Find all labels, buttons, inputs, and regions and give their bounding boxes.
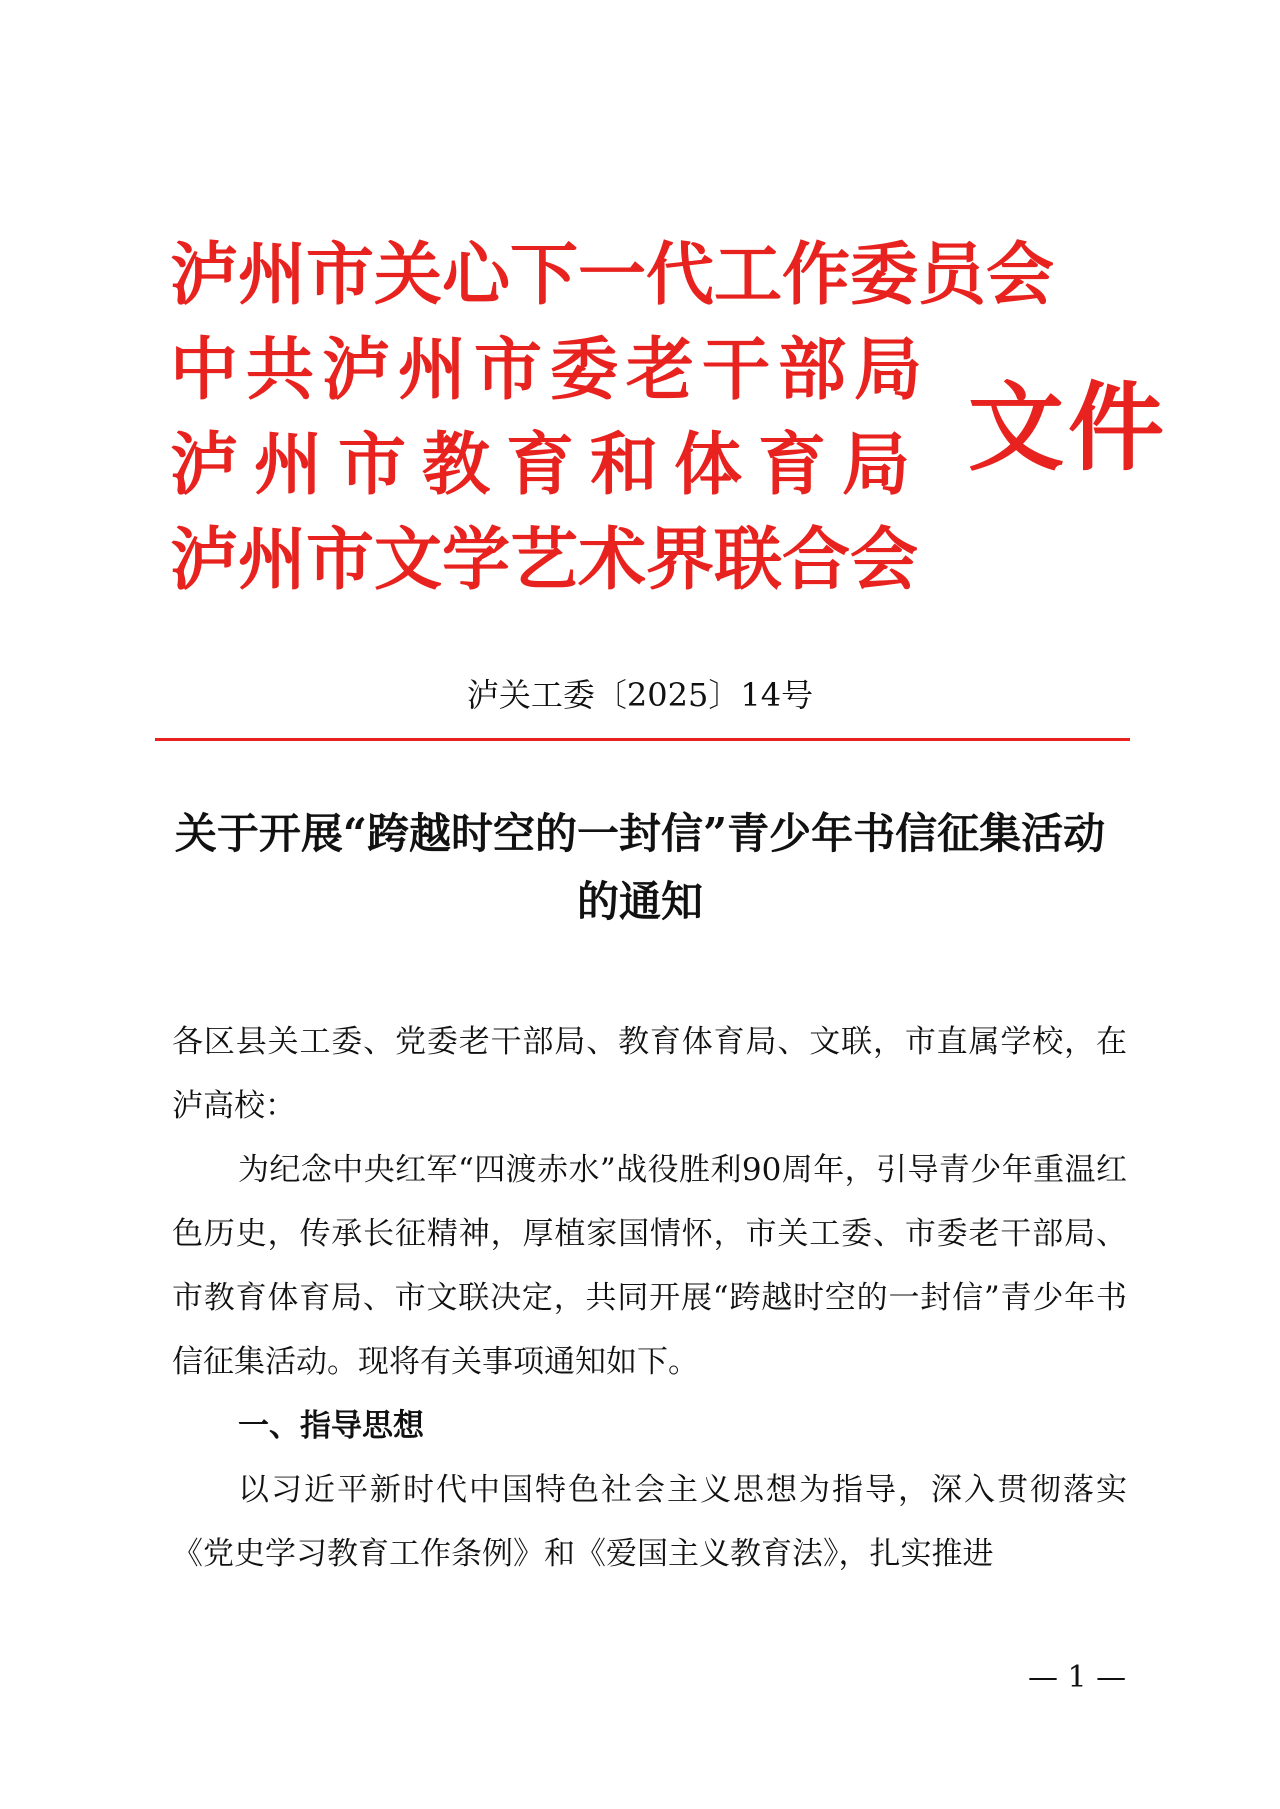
- org-name-2: 中共泸州市委老干部局: [170, 330, 931, 410]
- document-number: 泸关工委〔2025〕14号: [466, 676, 814, 714]
- section-heading: 一、指导思想: [238, 1408, 424, 1444]
- red-divider-line: [155, 738, 1130, 741]
- intro-paragraph: 为纪念中央红军“四渡赤水”战役胜利90周年，引导青少年重温红色历史，传承长征精神，厚植家国情怀，市关工委、市委老干部局、市教育体育局、市文联决定，共同开展“跨越时空的一封信”青少年书信征集活动。现将有关事项通知如下。: [172, 1152, 1127, 1380]
- issuing-organizations: [170, 228, 1055, 608]
- org-name-1: 泸州市关心下一代工作委员会: [170, 235, 1055, 315]
- document-body: [172, 1010, 1127, 1586]
- guideline-paragraph: 以习近平新时代中国特色社会主义思想为指导，深入贯彻落实《党史学习教育工作条例》和《爱国主义教育法》，扎实推进: [172, 1472, 1127, 1572]
- document-type-label: 文件: [968, 371, 1168, 484]
- org-name-3: 泸州市教育和体育局: [170, 425, 927, 505]
- org-name-4: 泸州市文学艺术界联合会: [170, 520, 919, 600]
- addressee-paragraph: 各区县关工委、党委老干部局、教育体育局、文联，市直属学校，在泸高校：: [172, 1024, 1127, 1124]
- document-title: 关于开展“跨越时空的一封信”青少年书信征集活动的通知: [174, 809, 1106, 926]
- page-number: — 1 —: [1028, 1660, 1127, 1695]
